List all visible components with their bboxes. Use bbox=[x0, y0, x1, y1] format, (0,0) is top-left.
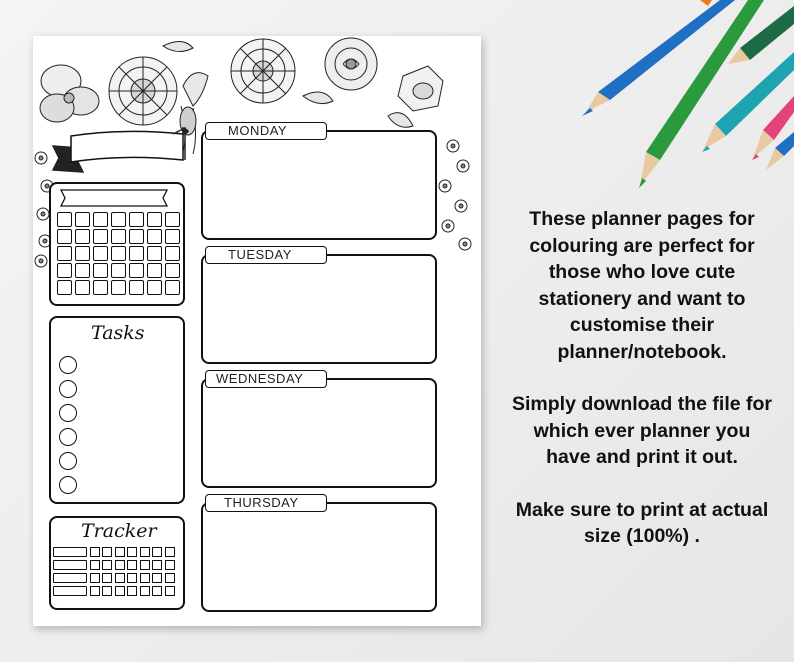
pansy-flower bbox=[40, 65, 99, 122]
description-paragraph-3: Make sure to print at actual size (100%) . bbox=[515, 498, 769, 547]
product-description bbox=[510, 206, 774, 576]
monday-label: MONDAY bbox=[205, 122, 327, 140]
description-paragraph-1: These planner pages for colouring are perfect for those who love cute stationery and want to customise their planner/notebook. bbox=[529, 208, 755, 363]
task-checkbox-1[interactable] bbox=[59, 356, 77, 374]
small-flowers-right bbox=[439, 140, 471, 250]
thursday-label: THURSDAY bbox=[205, 494, 327, 512]
rose-flower bbox=[325, 38, 377, 90]
task-checkbox-6[interactable] bbox=[59, 476, 77, 494]
monday-box bbox=[201, 130, 437, 240]
task-checkbox-2[interactable] bbox=[59, 380, 77, 398]
tracker-grid bbox=[53, 547, 175, 596]
daffodil-flower bbox=[398, 66, 443, 111]
daisy-flower-2 bbox=[231, 39, 295, 103]
daisy-flower-1 bbox=[109, 57, 177, 125]
ribbon-banner bbox=[53, 128, 188, 172]
task-checkbox-5[interactable] bbox=[59, 452, 77, 470]
colored-pencils-image bbox=[560, 0, 794, 200]
tasks-title: Tasks bbox=[91, 322, 145, 344]
tuesday-label: TUESDAY bbox=[205, 246, 327, 264]
description-paragraph-2: Simply download the file for which ever planner you have and print it out. bbox=[511, 393, 772, 468]
planner-page bbox=[33, 36, 481, 626]
calendar-grid bbox=[57, 212, 180, 295]
task-checkbox-4[interactable] bbox=[59, 428, 77, 446]
green-pencil bbox=[639, 0, 764, 188]
task-checkbox-3[interactable] bbox=[59, 404, 77, 422]
wednesday-label: WEDNESDAY bbox=[205, 370, 327, 388]
tuesday-box bbox=[201, 254, 437, 364]
tracker-title: Tracker bbox=[81, 520, 157, 542]
thursday-box bbox=[201, 502, 437, 612]
calendar-ribbon bbox=[59, 187, 169, 209]
wednesday-box bbox=[201, 378, 437, 488]
